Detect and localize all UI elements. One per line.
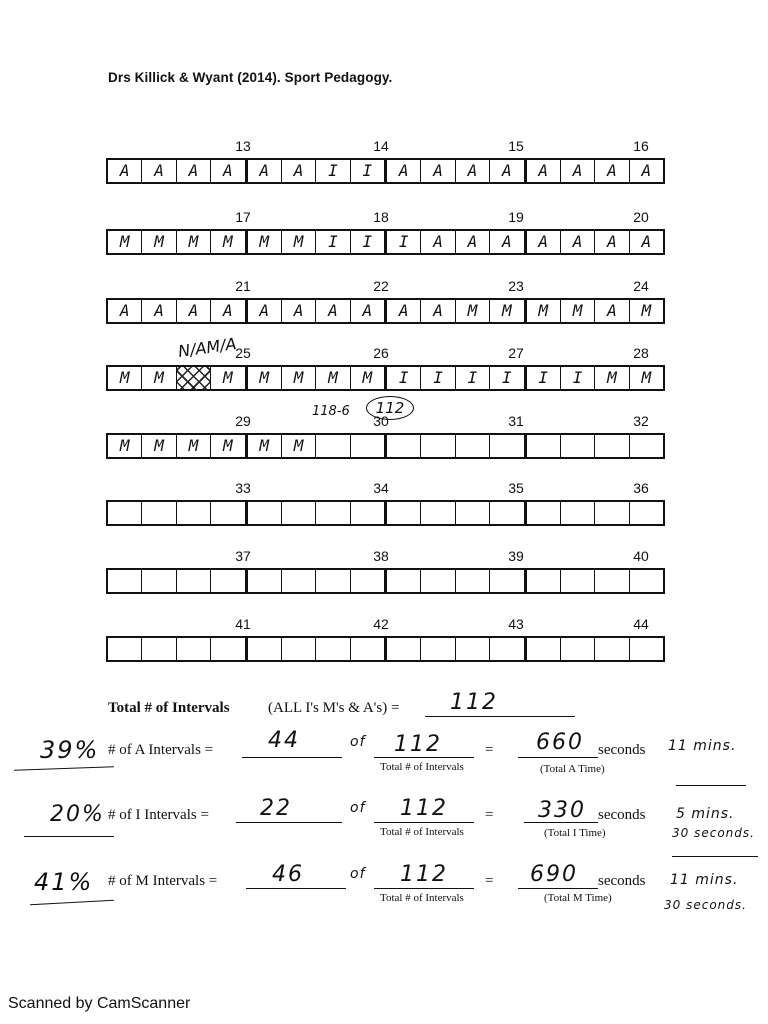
- interval-cell[interactable]: A: [119, 301, 130, 320]
- interval-number: 39: [508, 548, 524, 564]
- i-equals: =: [485, 807, 494, 823]
- interval-cell[interactable]: A: [384, 160, 420, 182]
- a-count-blank: [242, 757, 342, 758]
- interval-cell[interactable]: A: [455, 160, 489, 182]
- interval-cell[interactable]: [210, 638, 244, 660]
- a-count: 44: [268, 728, 300, 753]
- interval-cell[interactable]: A: [281, 160, 315, 182]
- interval-cell[interactable]: A: [245, 300, 281, 322]
- m-note: 11 mins.: [670, 872, 739, 888]
- interval-cell[interactable]: I: [489, 367, 523, 389]
- interval-cell[interactable]: [245, 502, 281, 524]
- interval-strip: [106, 229, 665, 255]
- interval-cell[interactable]: M: [281, 231, 315, 253]
- interval-strip: [106, 568, 665, 594]
- interval-cell[interactable]: A: [281, 300, 315, 322]
- total-intervals-value: 112: [450, 690, 498, 715]
- interval-number: 35: [508, 480, 524, 496]
- i-note: 5 mins.: [676, 806, 735, 822]
- i-count-blank: [236, 822, 342, 823]
- interval-cell[interactable]: I: [315, 160, 349, 182]
- interval-cell[interactable]: [245, 570, 281, 592]
- interval-cell[interactable]: [315, 570, 349, 592]
- m-total-blank: [374, 888, 474, 889]
- interval-cell[interactable]: I: [560, 367, 594, 389]
- interval-cell[interactable]: [524, 638, 560, 660]
- interval-cell[interactable]: [629, 638, 663, 660]
- interval-cell[interactable]: [384, 638, 420, 660]
- interval-numbers: [106, 138, 665, 156]
- a-seconds-blank: [518, 757, 598, 758]
- interval-cell[interactable]: I: [350, 160, 384, 182]
- interval-cell[interactable]: [455, 502, 489, 524]
- m-seconds-blank: [518, 888, 598, 889]
- interval-cell[interactable]: [108, 638, 141, 660]
- interval-cell[interactable]: [560, 435, 594, 457]
- interval-cell[interactable]: A: [350, 300, 384, 322]
- interval-number: 37: [235, 548, 251, 564]
- interval-number: 18: [373, 209, 389, 225]
- interval-row: [106, 616, 665, 670]
- interval-cell[interactable]: [245, 638, 281, 660]
- interval-cell[interactable]: A: [560, 160, 594, 182]
- m-of-word: of: [350, 866, 366, 882]
- m-seconds-word: seconds: [598, 873, 646, 889]
- handwritten-calculation: 118-6: [312, 404, 350, 419]
- interval-cell[interactable]: [210, 570, 244, 592]
- interval-number: 42: [373, 616, 389, 632]
- interval-cell[interactable]: M: [176, 435, 210, 457]
- interval-number: 19: [508, 209, 524, 225]
- interval-cell[interactable]: [455, 570, 489, 592]
- interval-cell[interactable]: M: [524, 300, 560, 322]
- interval-row: [106, 480, 665, 534]
- interval-cell[interactable]: M: [281, 435, 315, 457]
- interval-number: 15: [508, 138, 524, 154]
- interval-cell[interactable]: M: [350, 367, 384, 389]
- a-of-word: of: [350, 734, 366, 750]
- interval-cell[interactable]: M: [119, 436, 130, 455]
- interval-cell[interactable]: I: [315, 231, 349, 253]
- interval-cell[interactable]: [108, 502, 141, 524]
- m-time-label: (Total M Time): [544, 892, 612, 904]
- i-note-line: [672, 856, 758, 857]
- a-note: 11 mins.: [668, 738, 737, 754]
- m-intervals-label: # of M Intervals =: [108, 873, 218, 889]
- a-note-line: [676, 785, 746, 786]
- interval-cell[interactable]: A: [210, 160, 244, 182]
- interval-cell[interactable]: A: [119, 161, 130, 180]
- interval-number: 25: [235, 345, 251, 361]
- interval-cell[interactable]: A: [489, 160, 523, 182]
- interval-cell[interactable]: I: [384, 231, 420, 253]
- interval-cell[interactable]: [629, 435, 663, 457]
- interval-cell[interactable]: M: [629, 367, 663, 389]
- interval-cell[interactable]: [455, 435, 489, 457]
- m-note-2: 30 seconds.: [664, 898, 747, 912]
- interval-number: 26: [373, 345, 389, 361]
- interval-strip: [106, 298, 665, 324]
- interval-cell[interactable]: A: [524, 231, 560, 253]
- interval-number: 16: [633, 138, 649, 154]
- interval-number: 41: [235, 616, 251, 632]
- interval-cell[interactable]: A: [455, 231, 489, 253]
- i-of-word: of: [350, 800, 366, 816]
- interval-cell[interactable]: M: [281, 367, 315, 389]
- i-time-label: (Total I Time): [544, 827, 606, 839]
- interval-number: 30: [373, 413, 389, 429]
- interval-number: 38: [373, 548, 389, 564]
- interval-cell[interactable]: [176, 570, 210, 592]
- m-total-intervals-label: Total # of Intervals: [380, 892, 464, 904]
- interval-cell[interactable]: M: [315, 367, 349, 389]
- interval-cell[interactable]: A: [210, 300, 244, 322]
- interval-cell[interactable]: I: [455, 367, 489, 389]
- interval-number: 14: [373, 138, 389, 154]
- interval-cell[interactable]: [315, 502, 349, 524]
- i-seconds-word: seconds: [598, 807, 646, 823]
- interval-strip: [106, 365, 665, 391]
- m-of-total: 112: [400, 862, 448, 887]
- handwritten-correction: N/AM/A: [176, 334, 238, 361]
- a-total-blank: [374, 757, 474, 758]
- interval-cell[interactable]: I: [350, 231, 384, 253]
- interval-cell[interactable]: [350, 570, 384, 592]
- interval-number: 36: [633, 480, 649, 496]
- interval-cell[interactable]: A: [176, 160, 210, 182]
- interval-number: 20: [633, 209, 649, 225]
- interval-number: 31: [508, 413, 524, 429]
- interval-number: 24: [633, 278, 649, 294]
- interval-cell[interactable]: M: [176, 231, 210, 253]
- interval-number: 23: [508, 278, 524, 294]
- m-margin-line: [30, 900, 114, 905]
- interval-cell[interactable]: [629, 502, 663, 524]
- i-percent: 20%: [50, 802, 105, 827]
- interval-numbers: [106, 209, 665, 227]
- interval-cell[interactable]: [560, 570, 594, 592]
- interval-cell[interactable]: A: [420, 231, 454, 253]
- interval-cell[interactable]: A: [315, 300, 349, 322]
- interval-cell[interactable]: M: [210, 367, 244, 389]
- interval-cell[interactable]: M: [245, 231, 281, 253]
- interval-cell[interactable]: [560, 638, 594, 660]
- interval-numbers: [106, 548, 665, 566]
- interval-number: 17: [235, 209, 251, 225]
- interval-cell[interactable]: A: [629, 160, 663, 182]
- interval-cell[interactable]: [315, 435, 349, 457]
- m-count: 46: [272, 862, 304, 887]
- interval-number: 29: [235, 413, 251, 429]
- interval-number: 43: [508, 616, 524, 632]
- interval-cell[interactable]: [108, 570, 141, 592]
- m-percent: 41%: [34, 868, 94, 896]
- interval-cell[interactable]: A: [141, 160, 175, 182]
- a-intervals-label: # of A Intervals =: [108, 742, 214, 758]
- a-seconds-word: seconds: [598, 742, 646, 758]
- total-intervals-sublabel: (ALL I's M's & A's) =: [268, 700, 400, 716]
- interval-cell[interactable]: [420, 502, 454, 524]
- interval-cell[interactable]: [489, 570, 523, 592]
- a-total-intervals-label: Total # of Intervals: [380, 761, 464, 773]
- interval-number: 21: [235, 278, 251, 294]
- interval-cell[interactable]: [420, 638, 454, 660]
- interval-cell[interactable]: [384, 502, 420, 524]
- interval-numbers: [106, 480, 665, 498]
- total-intervals-label: Total # of Intervals: [108, 700, 230, 716]
- interval-cell[interactable]: M: [119, 232, 130, 251]
- interval-number: 32: [633, 413, 649, 429]
- interval-cell[interactable]: M: [141, 367, 175, 389]
- a-seconds-value: 660: [536, 730, 584, 755]
- interval-cell[interactable]: [281, 502, 315, 524]
- interval-cell[interactable]: [281, 638, 315, 660]
- circled-total: 112: [366, 396, 414, 420]
- interval-cell[interactable]: M: [245, 367, 281, 389]
- interval-cell[interactable]: A: [594, 300, 628, 322]
- interval-cell[interactable]: M: [560, 300, 594, 322]
- i-margin-line: [24, 836, 114, 837]
- interval-cell[interactable]: [315, 638, 349, 660]
- interval-cell[interactable]: A: [594, 160, 628, 182]
- interval-cell[interactable]: M: [629, 300, 663, 322]
- interval-numbers: [106, 616, 665, 634]
- interval-cell[interactable]: [420, 435, 454, 457]
- interval-cell[interactable]: A: [176, 300, 210, 322]
- interval-number: 33: [235, 480, 251, 496]
- interval-cell[interactable]: [141, 638, 175, 660]
- m-count-blank: [246, 888, 346, 889]
- total-intervals-blank: [425, 716, 575, 717]
- interval-cell[interactable]: [281, 570, 315, 592]
- interval-number: 40: [633, 548, 649, 564]
- interval-cell[interactable]: A: [384, 300, 420, 322]
- a-equals: =: [485, 742, 494, 758]
- interval-cell[interactable]: [594, 570, 628, 592]
- interval-cell[interactable]: [420, 570, 454, 592]
- interval-cell[interactable]: M: [455, 300, 489, 322]
- i-seconds-value: 330: [538, 798, 586, 823]
- i-count: 22: [260, 796, 292, 821]
- interval-cell[interactable]: M: [245, 435, 281, 457]
- m-equals: =: [485, 873, 494, 889]
- interval-cell[interactable]: [594, 638, 628, 660]
- m-seconds-value: 690: [530, 862, 578, 887]
- a-time-label: (Total A Time): [540, 763, 605, 775]
- interval-number: 34: [373, 480, 389, 496]
- interval-row: [106, 278, 665, 332]
- interval-cell[interactable]: [629, 570, 663, 592]
- interval-cell[interactable]: A: [560, 231, 594, 253]
- interval-row: [106, 138, 665, 192]
- interval-cell[interactable]: A: [489, 231, 523, 253]
- interval-cell[interactable]: A: [629, 231, 663, 253]
- interval-cell[interactable]: M: [210, 231, 244, 253]
- document-title: Drs Killick & Wyant (2014). Sport Pedagogy.: [108, 70, 393, 85]
- a-margin-line: [14, 766, 114, 770]
- interval-cell[interactable]: M: [119, 368, 130, 387]
- interval-number: 44: [633, 616, 649, 632]
- interval-cell[interactable]: I: [524, 367, 560, 389]
- interval-cell[interactable]: A: [245, 160, 281, 182]
- interval-strip: [106, 500, 665, 526]
- i-of-total: 112: [400, 796, 448, 821]
- interval-cell[interactable]: [176, 367, 210, 389]
- interval-numbers: [106, 278, 665, 296]
- interval-cell[interactable]: [560, 502, 594, 524]
- interval-row: [106, 209, 665, 263]
- interval-cell[interactable]: [594, 502, 628, 524]
- interval-cell[interactable]: [524, 570, 560, 592]
- i-intervals-label: # of I Intervals =: [108, 807, 209, 823]
- interval-number: 28: [633, 345, 649, 361]
- interval-strip: [106, 636, 665, 662]
- i-note-2: 30 seconds.: [672, 826, 755, 840]
- interval-cell[interactable]: A: [594, 231, 628, 253]
- a-percent: 39%: [40, 736, 100, 764]
- interval-cell[interactable]: [141, 570, 175, 592]
- interval-cell[interactable]: A: [141, 300, 175, 322]
- interval-cell[interactable]: [350, 435, 384, 457]
- interval-cell[interactable]: [489, 435, 523, 457]
- interval-strip: [106, 433, 665, 459]
- interval-cell[interactable]: A: [524, 160, 560, 182]
- interval-cell[interactable]: M: [489, 300, 523, 322]
- interval-number: 27: [508, 345, 524, 361]
- interval-cell[interactable]: [524, 435, 560, 457]
- interval-cell[interactable]: [384, 570, 420, 592]
- interval-cell[interactable]: M: [141, 435, 175, 457]
- interval-cell[interactable]: [594, 435, 628, 457]
- interval-cell[interactable]: [455, 638, 489, 660]
- interval-strip: [106, 158, 665, 184]
- interval-cell[interactable]: [350, 502, 384, 524]
- interval-cell[interactable]: I: [384, 367, 420, 389]
- interval-cell[interactable]: [489, 502, 523, 524]
- i-total-blank: [374, 822, 474, 823]
- interval-cell[interactable]: [176, 502, 210, 524]
- interval-number: 22: [373, 278, 389, 294]
- interval-cell[interactable]: M: [210, 435, 244, 457]
- interval-cell[interactable]: [489, 638, 523, 660]
- interval-cell[interactable]: [384, 435, 420, 457]
- scanner-watermark: Scanned by CamScanner: [8, 995, 191, 1012]
- interval-row: [106, 548, 665, 602]
- interval-cell[interactable]: M: [594, 367, 628, 389]
- interval-cell[interactable]: M: [141, 231, 175, 253]
- interval-cell[interactable]: [210, 502, 244, 524]
- interval-number: 13: [235, 138, 251, 154]
- interval-cell[interactable]: [350, 638, 384, 660]
- interval-row: [106, 413, 665, 467]
- a-of-total: 112: [394, 732, 442, 757]
- interval-cell[interactable]: [141, 502, 175, 524]
- i-total-intervals-label: Total # of Intervals: [380, 826, 464, 838]
- interval-cell[interactable]: A: [420, 160, 454, 182]
- interval-cell[interactable]: A: [420, 300, 454, 322]
- interval-cell[interactable]: I: [420, 367, 454, 389]
- interval-cell[interactable]: [176, 638, 210, 660]
- interval-cell[interactable]: [524, 502, 560, 524]
